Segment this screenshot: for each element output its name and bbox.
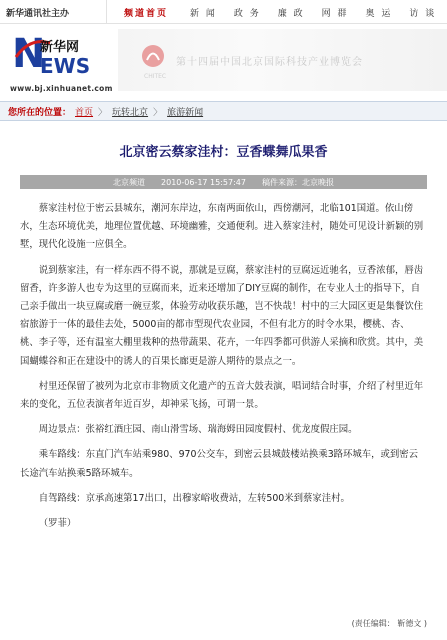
- article-paragraph: 自驾路线：京承高速第17出口，出穆家峪收费站，左转500米到蔡家洼村。: [38, 492, 350, 504]
- nav-interview[interactable]: 访 谈: [409, 8, 437, 19]
- nav-divider: [106, 0, 107, 24]
- top-nav: [124, 0, 447, 24]
- article-meta: [20, 175, 427, 189]
- article-paragraph: 村里还保留了被列为北京市非物质文化遗产的五音大鼓表演，唱词结合时事，介绍了村里近年来的变化，五位表演者年近百岁，却神采飞扬，可谓一景。: [20, 380, 424, 411]
- editor-credit: (责任编辑： 靳德文 ): [351, 619, 427, 628]
- svg-text:EWS: EWS: [40, 54, 91, 78]
- nav-olympics[interactable]: 奥 运: [365, 8, 393, 19]
- xinhuanet-logo[interactable]: [10, 29, 106, 81]
- article-origin: 稿件来源：北京晚报: [261, 177, 334, 187]
- breadcrumb-label: 您所在的位置：: [8, 107, 72, 118]
- article-source: 北京频道: [113, 177, 146, 187]
- logo-url: www.bj.xinhuanet.com: [10, 84, 113, 93]
- site-header: [0, 25, 447, 95]
- breadcrumb-current-link[interactable]: 旅游新闻: [167, 107, 204, 118]
- article-body: [20, 200, 427, 540]
- article-paragraph: 周边景点：张裕红酒庄园、南山滑雪场、瑞海姆田园度假村、优龙度假庄园。: [38, 424, 358, 436]
- banner-sub: CHITEC: [144, 73, 167, 80]
- article-paragraph: 蔡家洼村位于密云县城东，潮河东岸边，东南两面依山，西傍潮河，北临101国道。依山傍水，生态环境优美，地理位置优越、环境幽雅，交通便利。进入蔡家洼村，随处可见设计新颖的别墅，现代化设施一应俱全。: [20, 203, 424, 251]
- nav-government[interactable]: 政 务: [233, 8, 261, 19]
- article-paragraph: 乘车路线：东直门汽车站乘980、970公交车，到密云县城鼓楼站换乘3路环城车，或到密云长途汽车站换乘5路环城车。: [20, 449, 419, 479]
- ad-banner[interactable]: [118, 29, 447, 91]
- chitec-logo-icon: [140, 43, 166, 69]
- breadcrumb: [0, 101, 447, 121]
- article-paragraph: 说到蔡家洼，有一样东西不得不说，那就是豆腐，蔡家洼村的豆腐远近驰名，豆香浓郁，唇齿留香，许多游人也专为这里的豆腐而来，近来还增加了DIY豆腐的制作，在专业人士的指导下，自己亲手做出一块豆腐或磨一碗豆浆，体验劳动收获乐趣，岂不快哉！村中的三大园区更是集餐饮住宿旅游于一体的最佳去处，5000亩的都市型现代农业园，不但有北方的时令水果，樱桃、杏、桃、李子等，还有温室大棚里栽种的热带蔬果、花卉，一年四季都可供游人采摘和欣赏。其中，美国蝴蝶谷和正在建设中的诱人的百果长廊更是游人期待的景点之一。: [20, 264, 424, 367]
- nav-news[interactable]: 新 闻: [190, 8, 217, 19]
- top-bar: [0, 0, 447, 24]
- breadcrumb-separator: 〉: [98, 107, 108, 118]
- article-title: 北京密云蔡家洼村：豆香蝶舞瓜果香: [119, 145, 328, 160]
- sponsor-text: 新华通讯社主办: [6, 9, 70, 19]
- nav-integrity[interactable]: 廉 政: [277, 8, 305, 19]
- breadcrumb-home-link[interactable]: 首页: [75, 107, 94, 118]
- article-author: （罗菲）: [38, 518, 77, 530]
- banner-title: 第十四届中国北京国际科技产业博览会: [176, 57, 363, 68]
- breadcrumb-section-link[interactable]: 玩转北京: [112, 107, 149, 118]
- article-date: 2010-06-17 15:57:47: [161, 177, 246, 187]
- svg-text:新华网: 新华网: [40, 40, 80, 55]
- breadcrumb-separator: 〉: [153, 107, 163, 118]
- svg-text:N: N: [12, 31, 46, 77]
- nav-netgroup[interactable]: 网 群: [321, 8, 349, 19]
- nav-home[interactable]: 频道首页: [124, 8, 169, 19]
